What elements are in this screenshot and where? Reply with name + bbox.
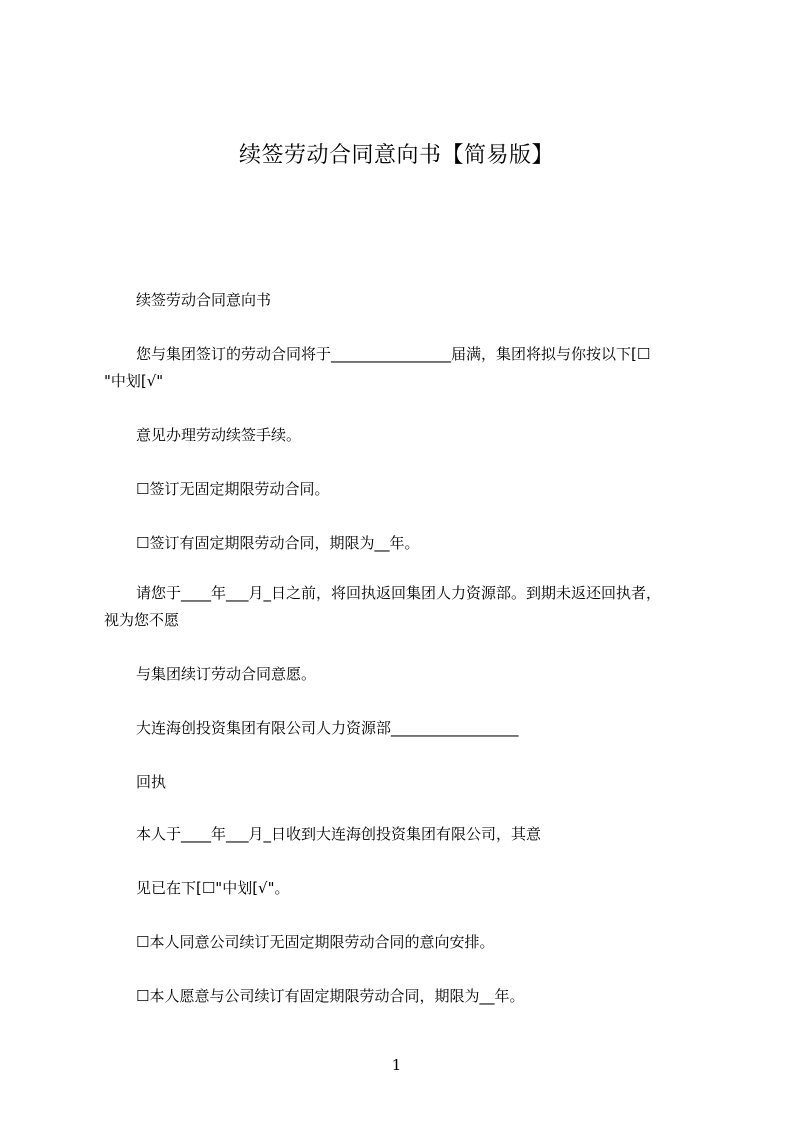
paragraph-return-deadline-continued: 视为您不愿	[104, 611, 180, 629]
issuer-signature-line: 大连海创投资集团有限公司人力资源部_________________	[136, 719, 519, 737]
paragraph-expiry: 您与集团签订的劳动合同将于________________届满，集团将拟与你按以下[☐	[136, 345, 651, 363]
receipt-option-open-ended: ☐本人同意公司续订无固定期限劳动合同的意向安排。	[136, 933, 495, 951]
paragraph-expiry-continued: "中划[√"	[104, 372, 164, 390]
option-open-ended-contract: ☐签订无固定期限劳动合同。	[136, 480, 330, 498]
receipt-statement: 本人于____年___月_日收到大连海创投资集团有限公司，其意	[136, 825, 542, 843]
paragraph-intent: 与集团续订劳动合同意愿。	[136, 665, 317, 683]
paragraph-heading: 续签劳动合同意向书	[136, 291, 272, 309]
paragraph-renewal-procedure: 意见办理劳动续签手续。	[136, 426, 302, 444]
option-fixed-term-contract: ☐签订有固定期限劳动合同，期限为__年。	[136, 534, 420, 552]
paragraph-return-deadline: 请您于____年___月_日之前，将回执返回集团人力资源部。到期未返还回执者，	[136, 584, 662, 602]
document-title: 续签劳动合同意向书【简易版】	[238, 143, 554, 168]
receipt-heading: 回执	[136, 773, 167, 791]
page-number: 1	[391, 1056, 402, 1074]
receipt-option-fixed-term: ☐本人愿意与公司续订有固定期限劳动合同，期限为__年。	[136, 987, 525, 1005]
receipt-statement-continued: 见已在下[☐"中划[√"。	[136, 879, 290, 897]
